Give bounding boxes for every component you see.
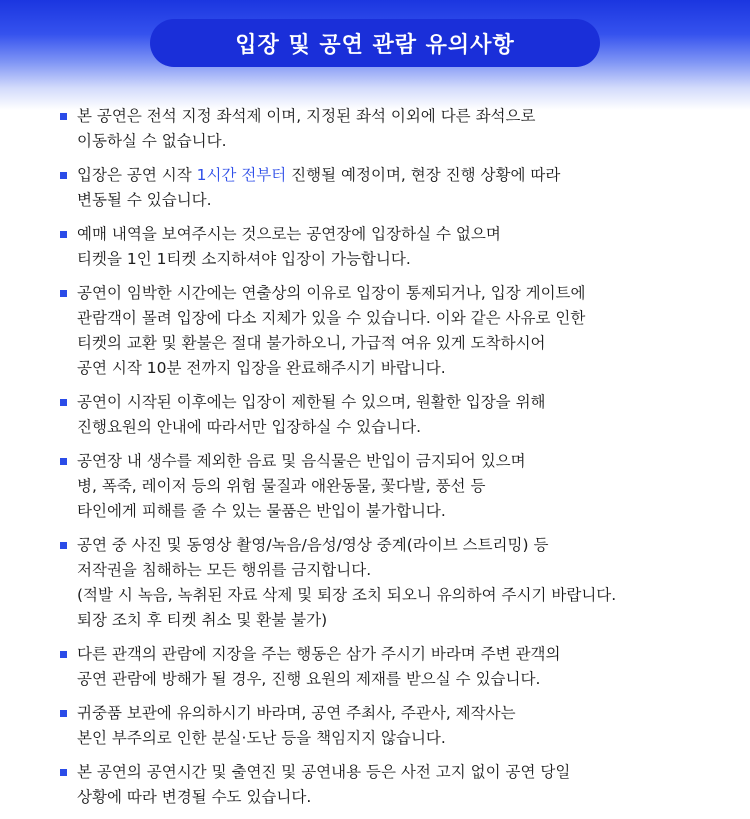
- notice-list: [60, 104, 740, 819]
- notice-item: [60, 390, 740, 440]
- notice-item: [60, 533, 740, 633]
- bullet-square-icon: [60, 113, 67, 120]
- notice-line: 공연 시작 10분 전까지 입장을 완료해주시기 바랍니다.: [77, 359, 446, 377]
- notice-item: [60, 701, 740, 751]
- notice-line: (적발 시 녹음, 녹취된 자료 삭제 및 퇴장 조치 되오니 유의하여 주시기 바랍니다.: [77, 586, 617, 604]
- notice-line: 이동하실 수 없습니다.: [77, 132, 227, 150]
- notice-line: 병, 폭죽, 레이저 등의 위험 물질과 애완동물, 꽃다발, 풍선 등: [77, 477, 486, 495]
- notice-line: 공연 관람에 방해가 될 경우, 진행 요원의 제재를 받으실 수 있습니다.: [77, 670, 541, 688]
- notice-line: 공연이 시작된 이후에는 입장이 제한될 수 있으며, 원활한 입장을 위해: [77, 393, 546, 411]
- bullet-square-icon: [60, 651, 67, 658]
- bullet-square-icon: [60, 290, 67, 297]
- notice-line: 저작권을 침해하는 모든 행위를 금지합니다.: [77, 561, 372, 579]
- bullet-square-icon: [60, 231, 67, 238]
- notice-line: 귀중품 보관에 유의하시기 바라며, 공연 주최사, 주관사, 제작사는: [77, 704, 516, 722]
- notice-line: 변동될 수 있습니다.: [77, 191, 212, 209]
- notice-line: 상황에 따라 변경될 수도 있습니다.: [77, 788, 312, 806]
- notice-line: 관람객이 몰려 입장에 다소 지체가 있을 수 있습니다. 이와 같은 사유로 인한: [77, 309, 586, 327]
- notice-line: 본 공연의 공연시간 및 출연진 및 공연내용 등은 사전 고지 없이 공연 당일: [77, 763, 571, 781]
- notice-line: 공연 중 사진 및 동영상 촬영/녹음/음성/영상 중계(라이브 스트리밍) 등: [77, 536, 549, 554]
- bullet-square-icon: [60, 769, 67, 776]
- notice-item: [60, 163, 740, 213]
- title-banner: [150, 19, 600, 67]
- notice-line: 공연장 내 생수를 제외한 음료 및 음식물은 반입이 금지되어 있으며: [77, 452, 526, 470]
- notice-text: 입장은 공연 시작: [77, 166, 197, 184]
- bullet-square-icon: [60, 399, 67, 406]
- notice-item: [60, 449, 740, 524]
- highlight-text: 1시간 전부터: [196, 166, 287, 184]
- notice-item: [60, 104, 740, 154]
- notice-line: 다른 관객의 관람에 지장을 주는 행동은 삼가 주시기 바라며 주변 관객의: [77, 645, 561, 663]
- notice-line: 본 공연은 전석 지정 좌석제 이며, 지정된 좌석 이외에 다른 좌석으로: [77, 107, 536, 125]
- notice-line: 본인 부주의로 인한 분실·도난 등을 책임지지 않습니다.: [77, 729, 446, 747]
- notice-item: [60, 281, 740, 381]
- notice-item: [60, 222, 740, 272]
- notice-line: 티켓을 1인 1티켓 소지하셔야 입장이 가능합니다.: [77, 250, 411, 268]
- notice-line: 진행요원의 안내에 따라서만 입장하실 수 있습니다.: [77, 418, 421, 436]
- notice-line: [77, 163, 740, 188]
- notice-line: 티켓의 교환 및 환불은 절대 불가하오니, 가급적 여유 있게 도착하시어: [77, 334, 546, 352]
- notice-line: 퇴장 조치 후 티켓 취소 및 환불 불가): [77, 611, 328, 629]
- bullet-square-icon: [60, 172, 67, 179]
- notice-line: 공연이 임박한 시간에는 연출상의 이유로 입장이 통제되거나, 입장 게이트에: [77, 284, 586, 302]
- notice-line: 타인에게 피해를 줄 수 있는 물품은 반입이 불가합니다.: [77, 502, 446, 520]
- notice-item: [60, 642, 740, 692]
- bullet-square-icon: [60, 542, 67, 549]
- notice-line: 예매 내역을 보여주시는 것으로는 공연장에 입장하실 수 없으며: [77, 225, 501, 243]
- notice-item: [60, 760, 740, 810]
- page-title: 입장 및 공연 관람 유의사항: [235, 32, 515, 58]
- notice-text: 진행될 예정이며, 현장 진행 상황에 따라: [286, 166, 561, 184]
- bullet-square-icon: [60, 710, 67, 717]
- bullet-square-icon: [60, 458, 67, 465]
